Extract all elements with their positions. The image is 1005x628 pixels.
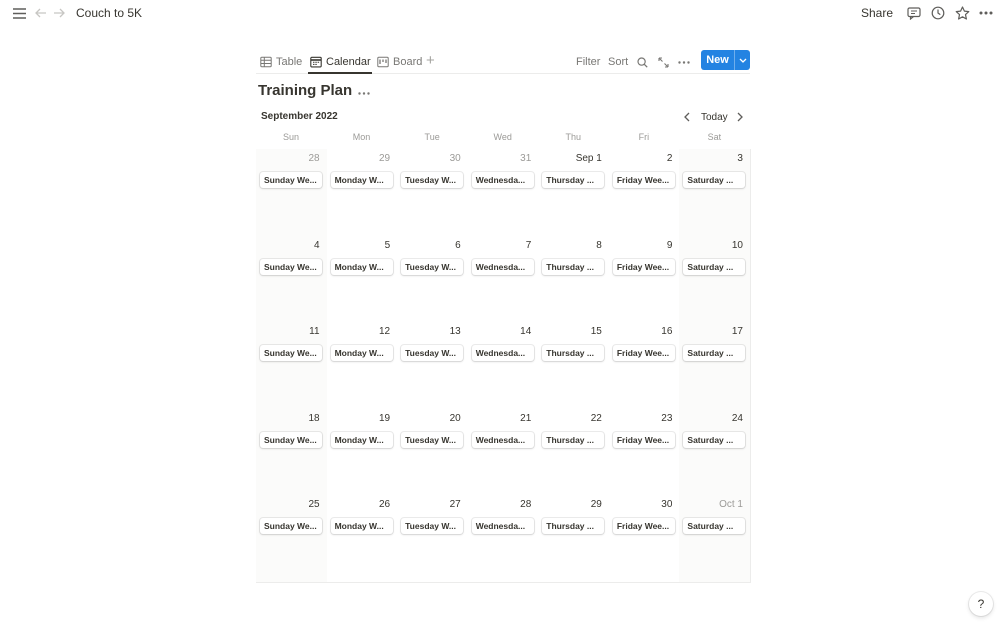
day-number: 11	[309, 326, 320, 338]
new-button[interactable]: New	[706, 54, 729, 66]
share-button[interactable]: Share	[860, 6, 893, 20]
calendar-day-cell[interactable]	[468, 322, 540, 410]
add-view-icon[interactable]: +	[426, 52, 435, 69]
event-card[interactable]: Saturday ...	[683, 259, 745, 275]
day-number: 23	[661, 412, 673, 424]
calendar-day-cell[interactable]	[609, 149, 681, 237]
weekday-label: Sun	[282, 132, 299, 142]
tab-calendar[interactable]	[310, 52, 371, 72]
calendar-day-cell[interactable]	[468, 236, 540, 324]
day-number: 30	[661, 499, 673, 511]
day-number: 15	[590, 326, 602, 338]
event-card[interactable]: Monday W...	[331, 518, 393, 534]
day-number: 28	[520, 499, 532, 511]
calendar-day-cell[interactable]	[256, 149, 328, 237]
database-title[interactable]: Training Plan	[258, 82, 353, 99]
event-card[interactable]: Thursday ...	[542, 345, 604, 361]
event-card[interactable]: Friday Wee...	[613, 259, 675, 275]
title-more-icon[interactable]	[358, 83, 370, 98]
calendar-day-cell[interactable]	[256, 236, 328, 324]
more-options-icon[interactable]	[977, 4, 995, 22]
day-number: 29	[590, 499, 602, 511]
calendar-day-cell[interactable]	[538, 409, 610, 497]
table-icon	[260, 56, 272, 68]
calendar-day-cell[interactable]	[538, 322, 610, 410]
calendar-day-cell[interactable]	[468, 409, 540, 497]
calendar-day-cell[interactable]	[397, 149, 469, 237]
filter-button[interactable]: Filter	[576, 56, 601, 68]
weekday-label: Fri	[638, 132, 650, 142]
event-card[interactable]: Thursday ...	[542, 518, 604, 534]
calendar-day-cell[interactable]	[538, 495, 610, 583]
calendar-grid	[256, 149, 750, 582]
day-number: 8	[596, 239, 602, 251]
event-card[interactable]: Wednesda...	[472, 345, 534, 361]
weekday-label: Sat	[707, 132, 722, 142]
event-card[interactable]: Wednesda...	[472, 518, 534, 534]
event-card[interactable]: Thursday ...	[542, 172, 604, 188]
event-card[interactable]: Sunday We...	[260, 345, 322, 361]
event-card[interactable]: Thursday ...	[542, 259, 604, 275]
event-card[interactable]: Wednesda...	[472, 432, 534, 448]
day-number: 16	[661, 326, 673, 338]
chevron-down-icon[interactable]	[734, 50, 750, 70]
event-card[interactable]: Monday W...	[331, 345, 393, 361]
day-number: 14	[520, 326, 532, 338]
weekday-label: Wed	[493, 132, 512, 142]
day-number: 31	[520, 153, 532, 164]
calendar-day-cell[interactable]	[327, 149, 399, 237]
active-tab-indicator	[308, 72, 372, 74]
day-number: 12	[379, 326, 391, 338]
view-tabs-bar	[256, 50, 750, 74]
event-card[interactable]: Saturday ...	[683, 345, 745, 361]
event-card[interactable]: Friday Wee...	[613, 518, 675, 534]
calendar-day-cell[interactable]	[538, 236, 610, 324]
calendar-day-cell[interactable]	[327, 322, 399, 410]
event-card[interactable]: Friday Wee...	[613, 172, 675, 188]
menu-icon[interactable]	[10, 4, 28, 22]
calendar-day-cell[interactable]	[679, 409, 751, 497]
month-label: September 2022	[261, 111, 338, 122]
event-card[interactable]: Monday W...	[331, 432, 393, 448]
calendar-day-cell[interactable]	[609, 322, 681, 410]
event-card[interactable]: Tuesday W...	[401, 432, 463, 448]
day-number: 30	[449, 153, 461, 164]
day-number: 17	[731, 326, 743, 338]
day-number: 24	[731, 412, 743, 424]
weekday-label: Mon	[352, 132, 371, 142]
tab-board-label: Board	[393, 56, 423, 68]
tab-calendar-label: Calendar	[326, 56, 371, 68]
view-more-icon[interactable]	[678, 53, 690, 71]
star-icon[interactable]	[953, 4, 971, 22]
top-bar-right	[861, 4, 995, 22]
event-card[interactable]: Thursday ...	[542, 432, 604, 448]
day-number: 22	[590, 412, 602, 424]
board-icon	[377, 56, 389, 68]
day-number: 5	[384, 239, 391, 251]
weekday-label: Tue	[424, 132, 440, 142]
event-card[interactable]: Monday W...	[331, 172, 393, 188]
day-number: Oct 1	[719, 499, 743, 511]
event-card[interactable]: Tuesday W...	[401, 259, 463, 275]
breadcrumb-page[interactable]: Couch to 5K	[76, 6, 143, 20]
day-number: 10	[731, 239, 743, 251]
day-number: 6	[455, 239, 461, 251]
calendar-day-cell[interactable]	[397, 409, 469, 497]
tab-table[interactable]	[260, 52, 302, 72]
expand-icon[interactable]	[658, 53, 669, 71]
day-number: 29	[379, 153, 391, 164]
event-card[interactable]: Saturday ...	[683, 432, 745, 448]
day-number: 7	[525, 239, 532, 251]
search-icon[interactable]	[637, 53, 648, 71]
day-number: 27	[449, 499, 461, 511]
calendar-day-cell[interactable]	[609, 409, 681, 497]
calendar-day-cell[interactable]	[327, 409, 399, 497]
calendar-day-cell[interactable]	[468, 495, 540, 583]
prev-month-icon[interactable]	[683, 109, 691, 125]
today-button[interactable]: Today	[701, 111, 728, 123]
help-button[interactable]: ?	[969, 592, 993, 616]
comment-icon[interactable]	[905, 4, 923, 22]
calendar-day-cell[interactable]	[256, 322, 328, 410]
calendar-day-cell[interactable]	[397, 322, 469, 410]
event-card[interactable]: Friday Wee...	[613, 432, 675, 448]
event-card[interactable]: Sunday We...	[260, 518, 322, 534]
event-card[interactable]: Sunday We...	[260, 259, 322, 275]
calendar-day-cell[interactable]	[256, 495, 328, 583]
calendar-icon	[310, 56, 322, 68]
back-arrow-icon[interactable]	[32, 4, 50, 22]
calendar-day-cell[interactable]	[256, 409, 328, 497]
event-card[interactable]: Saturday ...	[683, 172, 745, 188]
calendar-day-cell[interactable]	[679, 322, 751, 410]
tab-table-label: Table	[276, 56, 303, 68]
day-number: 9	[666, 239, 673, 251]
calendar-day-cell[interactable]	[468, 149, 540, 237]
day-number: 28	[308, 153, 320, 164]
weekday-label: Thu	[565, 132, 582, 142]
calendar-day-cell[interactable]	[327, 236, 399, 324]
day-number: 20	[449, 412, 461, 424]
event-card[interactable]: Sunday We...	[260, 432, 322, 448]
calendar-day-cell[interactable]	[397, 236, 469, 324]
calendar-day-cell[interactable]	[327, 495, 399, 583]
day-number: 3	[737, 153, 743, 164]
calendar-day-cell[interactable]	[609, 236, 681, 324]
calendar-day-cell[interactable]	[397, 495, 469, 583]
new-button-group	[701, 50, 750, 70]
day-number: 2	[666, 153, 673, 164]
event-card[interactable]: Tuesday W...	[401, 345, 463, 361]
forward-arrow-icon[interactable]	[50, 4, 68, 22]
sort-button[interactable]: Sort	[608, 56, 629, 68]
clock-icon[interactable]	[929, 4, 947, 22]
event-card[interactable]: Tuesday W...	[401, 172, 463, 188]
event-card[interactable]: Tuesday W...	[401, 518, 463, 534]
day-number: 25	[308, 499, 320, 511]
top-bar	[0, 0, 1005, 26]
event-card[interactable]: Monday W...	[331, 259, 393, 275]
day-number: 26	[379, 499, 391, 511]
calendar-day-cell[interactable]	[609, 495, 681, 583]
day-number: 19	[379, 412, 391, 424]
calendar-day-cell[interactable]	[679, 236, 751, 324]
calendar-day-cell[interactable]	[679, 495, 751, 583]
day-number: 4	[314, 239, 320, 251]
next-month-icon[interactable]	[736, 109, 744, 125]
day-number: 13	[449, 326, 461, 338]
event-card[interactable]: Sunday We...	[260, 172, 322, 188]
calendar-day-cell[interactable]	[538, 149, 610, 237]
tab-board[interactable]	[377, 52, 422, 72]
calendar-day-cell[interactable]	[679, 149, 751, 237]
event-card[interactable]: Saturday ...	[683, 518, 745, 534]
top-bar-left	[10, 4, 142, 22]
day-number: 21	[520, 412, 532, 424]
event-card[interactable]: Friday Wee...	[613, 345, 675, 361]
day-number: 18	[308, 412, 320, 424]
day-number: Sep 1	[575, 153, 602, 164]
event-card[interactable]: Wednesda...	[472, 259, 534, 275]
event-card[interactable]: Wednesda...	[472, 172, 534, 188]
